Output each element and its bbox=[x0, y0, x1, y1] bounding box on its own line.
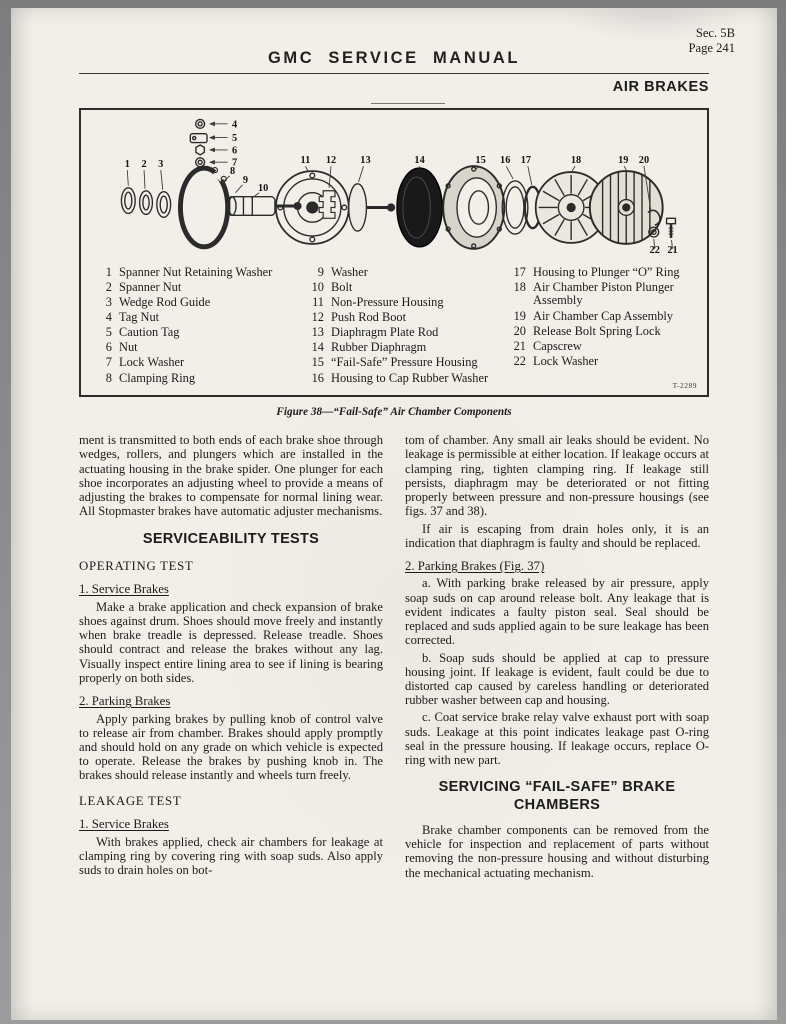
part-number: 22 bbox=[513, 353, 526, 368]
part-row bbox=[95, 372, 307, 386]
paragraph: c. Coat service brake relay valve exhaust port with soap suds. Leakage at this point indicates leakage past O-ring seal in the pressure housing. If leakage occurs, replace O-ring with new part. bbox=[405, 710, 709, 768]
part-label: Spanner Nut Retaining Washer bbox=[119, 264, 273, 279]
part-number: 1 bbox=[105, 264, 112, 279]
heading-servicing-fail-safe: SERVICING “FAIL-SAFE” BRAKE CHAMBERS bbox=[438, 779, 676, 813]
callout-4: 4 bbox=[231, 119, 238, 131]
part-number: 7 bbox=[105, 355, 112, 370]
section-page-block bbox=[688, 26, 735, 56]
part-number: 20 bbox=[513, 323, 526, 338]
part-row bbox=[307, 281, 509, 295]
section-title: AIR BRAKES bbox=[612, 79, 709, 95]
paragraph: b. Soap suds should be applied at cap to pressure housing joint. If leakage is evident, fault could be due to distorted cap caused by careless handling or deteriorated rubber washer between cap and housing. bbox=[405, 650, 709, 708]
callout-16: 16 bbox=[500, 155, 511, 167]
callout-1: 1 bbox=[124, 159, 130, 171]
callout-14: 14 bbox=[414, 155, 425, 167]
callout-3: 3 bbox=[158, 159, 164, 171]
part-row bbox=[307, 372, 509, 386]
figure-caption: Figure 38—“Fail-Safe” Air Chamber Components bbox=[276, 406, 512, 419]
parts-column-2 bbox=[307, 266, 509, 386]
part-label: Housing to Plunger “O” Ring bbox=[533, 264, 680, 279]
part-label: Air Chamber Cap Assembly bbox=[533, 308, 674, 323]
callout-22: 22 bbox=[649, 244, 660, 256]
callout-18: 18 bbox=[570, 155, 582, 167]
page-content bbox=[79, 8, 735, 883]
part-label: Release Bolt Spring Lock bbox=[533, 323, 661, 338]
part-row bbox=[95, 311, 307, 325]
part-row bbox=[509, 325, 693, 339]
exploded-diagram bbox=[84, 114, 704, 264]
section-number: Sec. 5B bbox=[695, 26, 735, 40]
callout-8: 8 bbox=[230, 166, 236, 178]
manual-title: GMC SERVICE MANUAL bbox=[267, 49, 521, 67]
paragraph: Apply parking brakes by pulling knob of control valve to release air from chamber. Brakes should apply promptly and should hold on any grade on which vehicle is expected to operate. Release the brakes by pushing knob in. The brakes should release instantly and wheels turn freely. bbox=[79, 711, 383, 783]
part-label: Lock Washer bbox=[533, 353, 599, 368]
heading-service-brakes-2: 1. Service Brakes bbox=[79, 817, 169, 832]
part-row bbox=[307, 341, 509, 355]
part-row bbox=[307, 266, 509, 280]
part-row bbox=[95, 356, 307, 370]
part-number: 10 bbox=[311, 279, 324, 294]
part-number: 5 bbox=[105, 325, 112, 340]
page-header bbox=[79, 26, 735, 104]
part-label: Nut bbox=[119, 340, 138, 355]
part-number: 14 bbox=[311, 340, 324, 355]
part-capscrew bbox=[667, 218, 676, 238]
page-number: Page 241 bbox=[688, 41, 735, 56]
part-push-rod-boot bbox=[319, 191, 335, 219]
heading-service-brakes-1: 1. Service Brakes bbox=[79, 582, 169, 597]
part-label: Bolt bbox=[331, 279, 353, 294]
callout-15: 15 bbox=[475, 155, 486, 167]
callout-9: 9 bbox=[242, 174, 248, 186]
part-row bbox=[307, 326, 509, 340]
page bbox=[11, 8, 777, 1020]
heading-serviceability-tests: SERVICEABILITY TESTS bbox=[142, 530, 320, 547]
part-clamping-ring bbox=[180, 168, 227, 247]
callout-10: 10 bbox=[257, 182, 269, 194]
part-number: 11 bbox=[312, 294, 324, 309]
paragraph: Make a brake application and check expansion of brake shoes against drum. Shoes should move freely and instantly when brake treadle is depressed. Release treadle. Shoes should contract and release the brakes without any lag. Visually inspect entire lining area to see if lining is bearing properly on both sides. bbox=[79, 599, 383, 685]
part-row bbox=[509, 310, 693, 324]
callout-7: 7 bbox=[231, 157, 238, 169]
paragraph-continuation: tom of chamber. Any small air leaks should be evident. No leakage is permissible at either location. If leakage occurs at clamping ring, tighten clamping ring. If leakage still persists, diaphragm may be deteriorated or not fitting properly between pressure and non-pressure housings (see figs. 37 and 38). bbox=[405, 433, 709, 519]
part-label: Capscrew bbox=[533, 338, 582, 353]
part-row bbox=[307, 311, 509, 325]
part-row bbox=[509, 355, 693, 369]
part-row bbox=[307, 296, 509, 310]
part-label: Lock Washer bbox=[119, 355, 185, 370]
part-number: 21 bbox=[513, 338, 526, 353]
figure-38-box bbox=[79, 108, 709, 397]
paragraph: If air is escaping from drain holes only, it is an indication that diaphragm is faulty and should be replaced. bbox=[405, 521, 709, 550]
part-label: Tag Nut bbox=[119, 310, 160, 324]
part-spanner-nut-retaining-washer bbox=[121, 188, 135, 214]
scan-artifact-line bbox=[371, 103, 445, 104]
part-number: 18 bbox=[513, 279, 526, 294]
part-wedge-rod-guide bbox=[157, 192, 171, 218]
part-tag-nut bbox=[196, 119, 205, 128]
part-number: 13 bbox=[311, 325, 324, 340]
part-label: Diaphragm Plate Rod bbox=[331, 325, 439, 340]
header-rule bbox=[79, 73, 709, 74]
part-nut bbox=[196, 145, 204, 155]
part-caution-tag bbox=[190, 134, 207, 143]
callout-19: 19 bbox=[618, 155, 629, 167]
part-row bbox=[95, 326, 307, 340]
part-label: “Fail-Safe” Pressure Housing bbox=[331, 355, 478, 370]
parts-column-3 bbox=[509, 266, 693, 386]
part-row bbox=[95, 296, 307, 310]
paragraph: Brake chamber components can be removed from the vehicle for inspection and replacement of parts without removing the non-pressure housing and without disturbing the mechanical actuating mechanism. bbox=[405, 823, 709, 880]
part-label: Spanner Nut bbox=[119, 279, 182, 294]
part-washer-bolt-assembly bbox=[227, 197, 301, 216]
part-label: Non-Pressure Housing bbox=[331, 294, 444, 309]
part-row bbox=[509, 340, 693, 354]
plate-code: T-2289 bbox=[672, 381, 697, 391]
part-number: 19 bbox=[513, 308, 526, 323]
left-column bbox=[79, 433, 383, 883]
paragraph: With brakes applied, check air chambers for leakage at clamping ring by covering ring with soap suds. Also apply suds to drain holes on bot- bbox=[79, 834, 383, 878]
leader-arrowheads bbox=[209, 121, 215, 164]
heading-operating-test: OPERATING TEST bbox=[79, 558, 194, 573]
paragraph-continuation: ment is transmitted to both ends of each brake shoe through wedges, rollers, and plungers which are installed in the actuating housing in the brake spider. One plunger for each shoe incorporates an adjusting wheel to provide a means of adjusting the brakes to compensate for normal lining wear. All Stopmaster brakes have automatic adjuster mechanisms. bbox=[79, 433, 383, 519]
part-pressure-housing bbox=[443, 166, 504, 249]
callout-17: 17 bbox=[520, 155, 532, 167]
part-number: 8 bbox=[105, 370, 112, 385]
part-number: 6 bbox=[105, 340, 112, 355]
right-column bbox=[405, 433, 709, 883]
part-row bbox=[95, 281, 307, 295]
part-row bbox=[95, 266, 307, 280]
callout-13: 13 bbox=[360, 155, 371, 167]
heading-leakage-test: LEAKAGE TEST bbox=[79, 793, 182, 808]
part-label: Housing to Cap Rubber Washer bbox=[331, 370, 489, 385]
callout-5: 5 bbox=[231, 133, 238, 145]
part-number: 3 bbox=[105, 294, 112, 309]
part-number: 17 bbox=[513, 264, 526, 279]
part-label: Push Rod Boot bbox=[331, 310, 407, 324]
part-label: Washer bbox=[331, 264, 368, 279]
callout-20: 20 bbox=[638, 155, 650, 167]
paragraph: a. With parking brake released by air pressure, apply soap suds on cap around release bolt. Any leakage that is evident indicates a faulty piston seal. Seal should be replaced and suds applied again to be sure leakage has been corrected. bbox=[405, 576, 709, 648]
part-number: 9 bbox=[317, 264, 324, 279]
callout-2: 2 bbox=[141, 159, 147, 171]
part-number: 12 bbox=[311, 310, 324, 324]
part-label: Caution Tag bbox=[119, 325, 180, 340]
part-label: Air Chamber Piston Plunger Assembly bbox=[533, 279, 674, 308]
callout-21: 21 bbox=[667, 244, 678, 256]
part-spanner-nut bbox=[140, 191, 153, 215]
part-lock-washer bbox=[196, 158, 205, 167]
part-row bbox=[95, 341, 307, 355]
parts-column-1 bbox=[95, 266, 307, 386]
part-row bbox=[307, 356, 509, 370]
part-label: Clamping Ring bbox=[119, 370, 196, 385]
callout-6: 6 bbox=[231, 145, 238, 157]
part-row bbox=[509, 281, 693, 308]
part-label: Wedge Rod Guide bbox=[119, 294, 211, 309]
body-columns bbox=[79, 433, 709, 883]
callout-12: 12 bbox=[325, 155, 337, 167]
part-label: Rubber Diaphragm bbox=[331, 340, 427, 355]
part-row bbox=[509, 266, 693, 280]
callout-11: 11 bbox=[300, 155, 311, 167]
heading-parking-brakes-1: 2. Parking Brakes bbox=[79, 694, 171, 709]
parts-list bbox=[81, 264, 707, 390]
heading-parking-brakes-2: 2. Parking Brakes (Fig. 37) bbox=[405, 558, 545, 573]
part-number: 16 bbox=[311, 370, 324, 385]
part-number: 2 bbox=[105, 279, 112, 294]
part-rubber-diaphragm bbox=[397, 168, 442, 247]
part-number: 4 bbox=[105, 310, 112, 324]
part-diaphragm-plate-rod bbox=[349, 184, 395, 231]
part-number: 15 bbox=[311, 355, 324, 370]
